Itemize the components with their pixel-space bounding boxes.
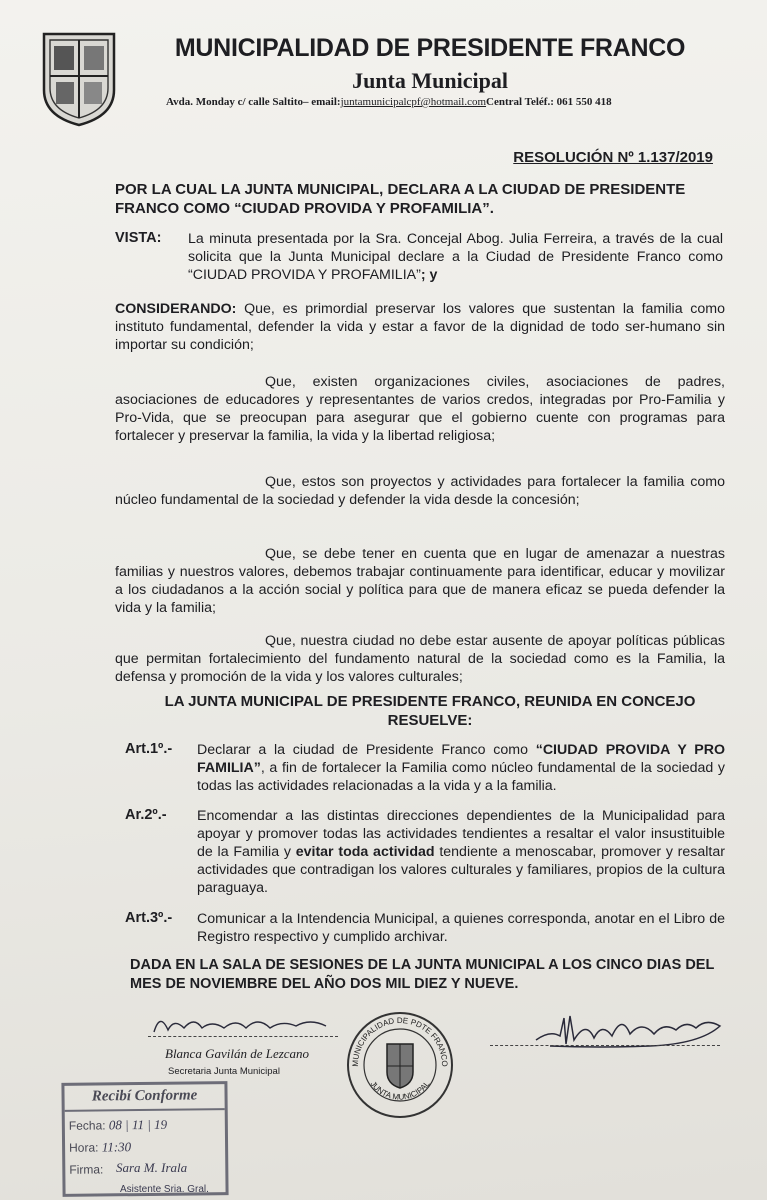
received-stamp xyxy=(61,1081,228,1197)
vista-label: VISTA: xyxy=(115,230,162,246)
junta-seal-icon xyxy=(345,1010,455,1120)
art1-pre: Declarar a la ciudad de Presidente Franco como xyxy=(197,742,536,758)
right-signature-line xyxy=(490,1045,720,1046)
stamp-fecha xyxy=(69,1117,167,1134)
stamp-title: Recibí Conforme xyxy=(91,1087,198,1105)
considerando-p4: Que, se debe tener en cuenta que en lugar de amenazar a nuestras familias y nuestros valores, debemos trabajar continuamente para identificar, educar y movilizar a los ciudadanos a la acción social y política para que de manera eficaz se pueda defender la vida y la familia; xyxy=(115,546,725,616)
stamp-signer-role: Asistente Sria. Gral. xyxy=(120,1184,209,1195)
considerando-label: CONSIDERANDO: xyxy=(115,301,237,317)
municipal-crest-icon xyxy=(40,28,118,128)
art1-label: Art.1º.- xyxy=(125,741,173,757)
resuelve-line2: RESUELVE: xyxy=(387,712,473,729)
municipality-title: MUNICIPALIDAD DE PRESIDENTE FRANCO xyxy=(174,34,686,62)
considerando-p2: Que, existen organizaciones civiles, asociaciones de padres, asociaciones de educadores y representantes de varios credos, integradas por Pro-Familia y Pro-Vida, que se preocupan para asegurar que el gobierno cuente con programas para fortalecer y preservar la familia, la vida y la libertad religiosa; xyxy=(115,374,725,444)
phone: Central Teléf.: 061 550 418 xyxy=(486,96,612,108)
considerando-first xyxy=(115,300,725,354)
art2-text xyxy=(197,807,725,897)
art1-bold: “CIUDAD PROVIDA Y PRO FAMILIA” xyxy=(197,742,726,776)
resolution-number: RESOLUCIÓN Nº 1.137/2019 xyxy=(513,149,713,166)
considerando-first-text: Que, es primordial preservar los valores que sustentan la familia como instituto fundamental, defender la vida y estar a favor de la dignidad de todo ser-humano sin importar su condición; xyxy=(115,301,725,353)
right-signature-scribble xyxy=(530,1000,730,1060)
vista-text xyxy=(188,230,723,284)
art2-label: Ar.2º.- xyxy=(125,807,167,823)
art2-pre: Encomendar a las distintas direcciones dependientes de la Municipalidad para apoyar y promover todas las actividades tendientes a resaltar el valor insustituible de la Familia y xyxy=(197,808,725,860)
vista-text-main: La minuta presentada por la Sra. Concejal Abog. Julia Ferreira, a través de la cual solicita que la Junta Municipal declare a la Ciudad de Presidente Franco como “CIUDAD PROVIDA Y PROFAMILIA” xyxy=(188,231,723,283)
address-line xyxy=(166,96,726,108)
stamp-hora-label: Hora: xyxy=(69,1140,99,1155)
left-signer-role: Secretaria Junta Municipal xyxy=(168,1066,280,1077)
stamp-signer-name: Sara M. Irala xyxy=(116,1160,188,1175)
resolution-title: POR LA CUAL LA JUNTA MUNICIPAL, DECLARA A LA CIUDAD DE PRESIDENTE FRANCO COMO “CIUDAD PROVIDA Y PROFAMILIA”. xyxy=(115,181,686,217)
considerando-p3: Que, estos son proyectos y actividades para fortalecer la familia como núcleo fundamental de la sociedad y defender la vida desde la concesión; xyxy=(115,474,725,508)
art2-post: tendiente a menoscabar, promover y resaltar actividades que contradigan los valores culturales y familiares, propios de la cultura paraguaya. xyxy=(197,844,725,896)
stamp-fecha-value: 08 | 11 | 19 xyxy=(108,1116,168,1133)
left-signer-name: Blanca Gavilán de Lezcano xyxy=(165,1046,310,1061)
considerando-p5: Que, nuestra ciudad no debe estar ausente de apoyar políticas públicas que permitan fortalecimiento del fundamento natural de la sociedad como es la Familia, la defensa y promoción de la vida y los valores culturales; xyxy=(115,633,725,685)
left-signature-line xyxy=(148,1036,338,1037)
art3-label: Art.3º.- xyxy=(125,910,173,926)
seal-bottom-text: JUNTA MUNICIPAL xyxy=(368,1079,432,1102)
stamp-hora-value: 11:30 xyxy=(101,1139,132,1155)
art2-bold: evitar toda actividad xyxy=(295,844,435,860)
closing-statement: DADA EN LA SALA DE SESIONES DE LA JUNTA MUNICIPAL A LOS CINCO DIAS DEL MES DE NOVIEMBRE DEL AÑO DOS MIL DIEZ Y NUEVE. xyxy=(130,957,715,992)
vista-text-end: ; y xyxy=(420,267,438,283)
stamp-hora xyxy=(69,1139,131,1156)
art1-text xyxy=(197,741,725,795)
art1-post: , a fin de fortalecer la Familia como núcleo fundamental de la sociedad y todas las actividades relacionadas a la vida y a la familia. xyxy=(197,760,725,794)
junta-subtitle: Junta Municipal xyxy=(352,68,508,93)
email-link[interactable]: juntamunicipalcpf@hotmail.com xyxy=(340,96,487,108)
stamp-firma-label: Firma: xyxy=(69,1162,104,1177)
address-prefix: Avda. Monday c/ calle Saltito– email: xyxy=(166,96,341,108)
stamp-fecha-label: Fecha: xyxy=(68,1118,106,1133)
seal-top-text: MUNICIPALIDAD DE PDTE FRANCO xyxy=(350,1015,450,1067)
art3-text: Comunicar a la Intendencia Municipal, a quienes corresponda, anotar en el Libro de Registro respectivo y cumplido archivar. xyxy=(197,911,725,945)
resuelve-line1: LA JUNTA MUNICIPAL DE PRESIDENTE FRANCO, REUNIDA EN CONCEJO xyxy=(164,693,696,710)
